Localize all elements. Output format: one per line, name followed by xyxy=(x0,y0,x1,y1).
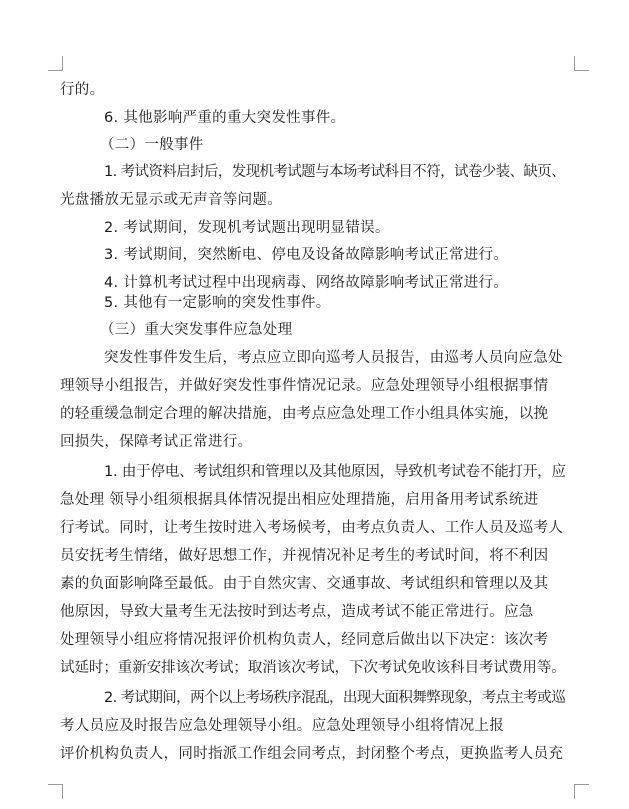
text-line: 考人员应及时报告应急处理领导小组。应急处理领导小组将情况上报 xyxy=(60,718,504,734)
text-line: 光盘播放无显示或无声音等问题。 xyxy=(60,192,282,208)
text-line: 1. 考试资料启封后，发现机考试题与本场考试科目不符，试卷少装、缺页、 xyxy=(104,164,566,180)
text-line: 1. 由于停电、考试组织和管理以及其他原因，导致机考试卷不能打开，应 xyxy=(104,464,566,480)
text-line: 4. 计算机考试过程中出现病毒、网络故障影响考试正常进行。 xyxy=(104,275,509,291)
text-line: 的轻重缓急制定合理的解决措施，由考点应急处理工作小组具体实施，以挽 xyxy=(60,406,549,422)
text-line: 他原因，导致大量考生无法按时到达考点，造成考试不能正常进行。应急 xyxy=(60,604,534,620)
text-line: 员安抚考生情绪，做好思想工作，并视情况补足考生的考试时间，将不利因 xyxy=(60,548,549,564)
section-heading: （二）一般事件 xyxy=(100,137,204,153)
text-line: 5. 其他有一定影响的突发性事件。 xyxy=(104,295,331,311)
text-line: 6. 其他影响严重的重大突发性事件。 xyxy=(104,110,346,126)
text-line: 急处理 领导小组须根据具体情况提出相应处理措施，启用备用考试系统进 xyxy=(60,492,539,508)
crop-mark-top-left xyxy=(48,56,63,71)
text-line: 行的。 xyxy=(60,82,105,98)
text-line: 试延时；重新安排该次考试；取消该次考试，下次考试免收该科目考试费用等。 xyxy=(60,660,566,676)
crop-mark-bottom-left xyxy=(48,784,63,799)
text-line: 回损失，保障考试正常进行。 xyxy=(60,434,253,450)
text-line: 2. 考试期间，两个以上考场秩序混乱，出现大面积舞弊现象，考点主考或巡 xyxy=(104,690,566,706)
text-line: 行考试。同时，让考生按时进入考场候考，由考点负责人、工作人员及巡考人 xyxy=(60,520,564,536)
text-line: 素的负面影响降至最低。由于自然灾害、交通事故、考试组织和管理以及其 xyxy=(60,576,549,592)
text-line: 突发性事件发生后，考点应立即向巡考人员报告，由巡考人员向应急处 xyxy=(104,350,563,366)
text-line: 理领导小组报告，并做好突发性事件情况记录。应急处理领导小组根据事情 xyxy=(60,378,549,394)
section-heading: （三）重大突发事件应急处理 xyxy=(100,322,293,338)
crop-mark-bottom-right xyxy=(574,784,589,799)
text-line: 3. 考试期间，突然断电、停电及设备故障影响考试正常进行。 xyxy=(104,247,509,263)
text-line: 处理领导小组应将情况报评价机构负责人，经同意后做出以下决定：该次考 xyxy=(60,632,549,648)
crop-mark-top-right xyxy=(574,56,589,71)
text-line: 2. 考试期间，发现机考试题出现明显错误。 xyxy=(104,220,390,236)
text-line: 评价机构负责人，同时指派工作组会同考点，封闭整个考点，更换监考人员充 xyxy=(60,746,564,762)
